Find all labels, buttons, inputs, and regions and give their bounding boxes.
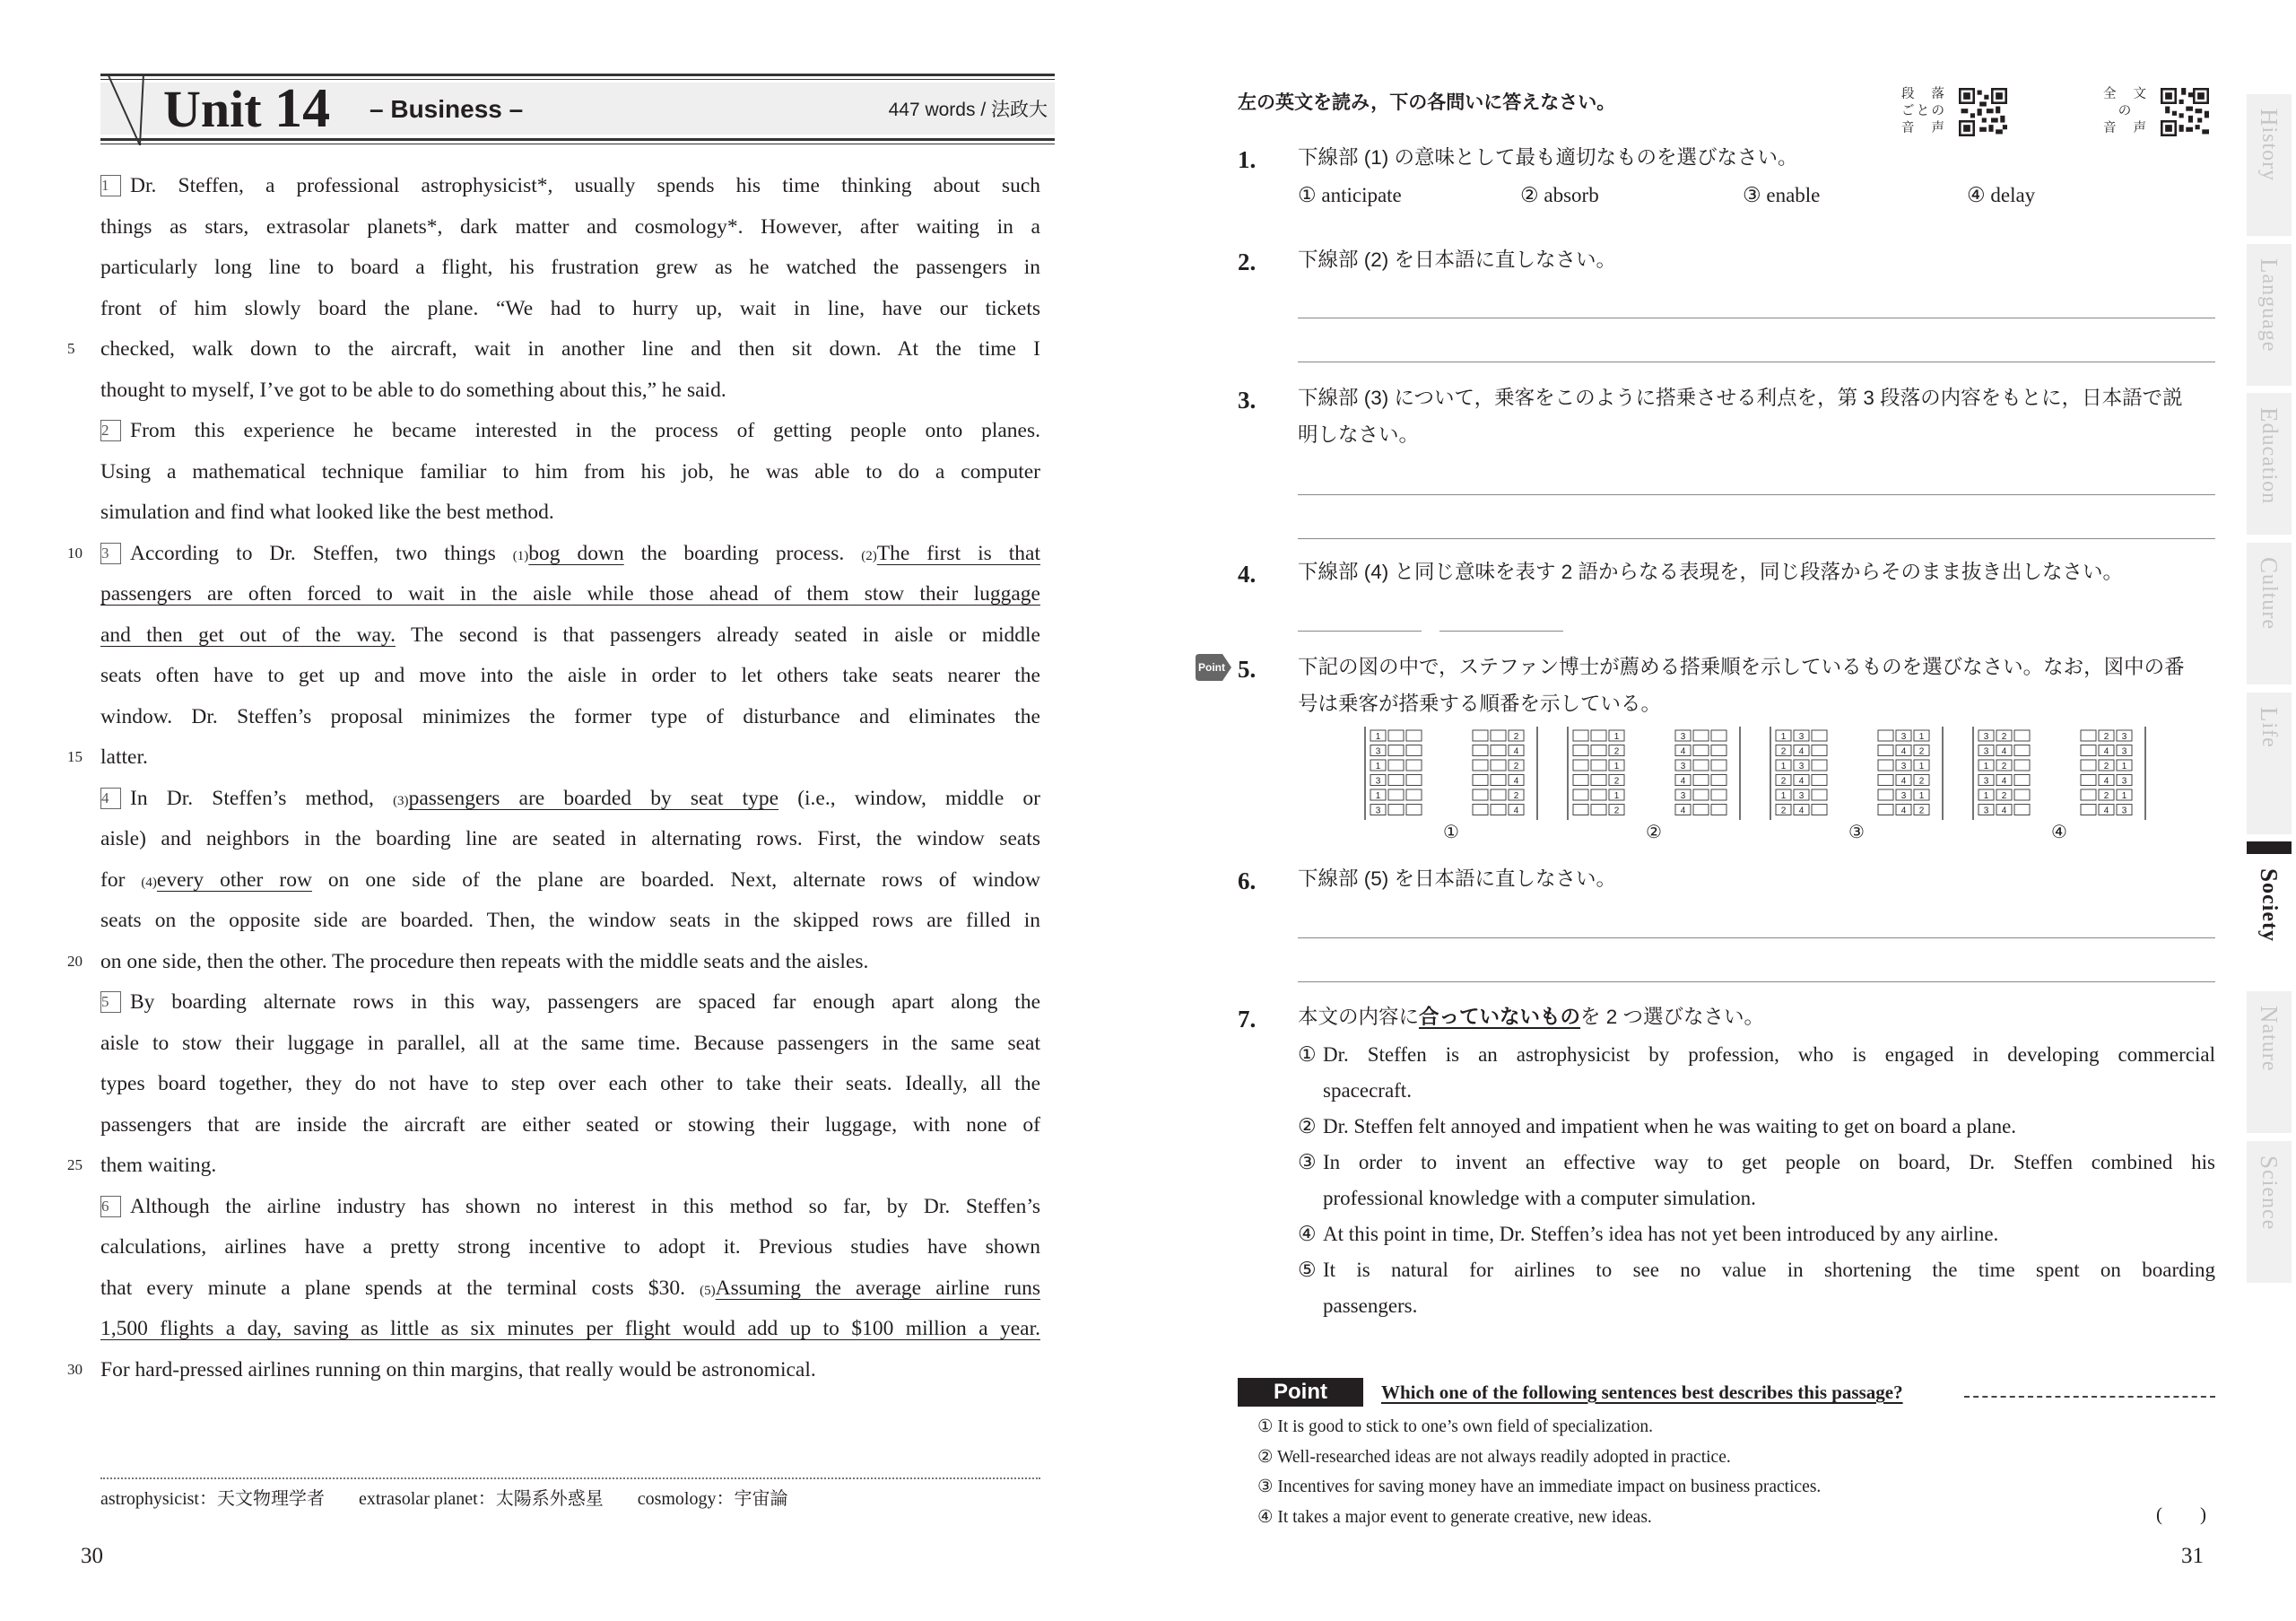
underlined-phrase: and then get out of the way. [100,623,396,647]
question-5-text-cont: 号は乗客が搭乗する順番を示している。 [1298,693,1662,715]
svg-text:2: 2 [2103,791,2109,801]
side-tab[interactable] [2247,543,2292,684]
side-tab-label: Science [2256,1155,2283,1231]
question-1-number: 1. [1238,146,1257,173]
q7-choice-text[interactable]: It is natural for airlines to see no value in shortening the time spent on boarding [1323,1259,2215,1281]
passage-line [100,662,1040,689]
svg-text:4: 4 [2103,776,2109,787]
side-tab-label: Culture [2256,557,2283,630]
svg-text:1: 1 [1780,762,1787,771]
side-tab-label: Language [2256,258,2283,353]
underlined-phrase: passengers are often forced to wait in the aisle while those ahead of them stow their luggage [100,582,1040,606]
q1-choice-3[interactable]: ③ enable [1743,184,1821,206]
question-7-text: 本文の内容に合っていないものを 2 つ選びなさい。 [1298,1006,1765,1028]
footnote: extrasolar planet：太陽系外惑星 [359,1489,604,1509]
passage-line [100,417,1040,444]
question-2-text: 下線部 (2) を日本語に直しなさい。 [1298,248,1617,271]
q7-emphasis: 合っていないもの [1419,1006,1581,1028]
passage-line [100,1030,1040,1057]
svg-text:1: 1 [1983,791,1989,801]
passage-line [100,703,1040,730]
side-tab-label: Society [2256,868,2283,942]
svg-text:3: 3 [1983,806,1989,816]
passage-line [100,1315,1040,1342]
side-tab[interactable] [2247,841,2292,990]
svg-text:4: 4 [1680,746,1686,757]
text-run: that every minute a plane spends at the terminal costs $30. [100,1277,700,1300]
svg-text:1: 1 [2121,791,2127,801]
svg-text:3: 3 [2121,732,2127,742]
svg-text:1: 1 [1918,791,1925,801]
q3-answer-line-1[interactable] [1298,494,2215,495]
svg-text:1: 1 [1613,732,1620,742]
svg-text:2: 2 [1613,746,1620,757]
svg-text:3: 3 [2121,746,2127,757]
underline-marker: (1) [512,549,529,563]
paragraph-number-box: 1 [100,175,121,196]
point-question: Which one of the following sentences best describes this passage? [1381,1381,1903,1403]
header-slash-decoration [100,74,163,145]
q7-choice-mark[interactable]: ⑤ [1298,1259,1317,1281]
side-tab[interactable] [2247,393,2292,535]
q6-answer-line-1[interactable] [1298,937,2215,938]
line-number: 30 [67,1361,83,1378]
line-number: 20 [67,953,83,970]
text-run: front of him slowly board the plane. “We had to hurry up, wait in line, have our tickets [100,297,1040,320]
q7-choice-mark[interactable]: ③ [1298,1151,1317,1173]
svg-text:2: 2 [1613,776,1620,787]
svg-text:4: 4 [1680,776,1686,787]
svg-text:4: 4 [1798,806,1805,816]
svg-text:1: 1 [1780,732,1787,742]
passage-line [100,867,1040,896]
text-run: seats on the opposite side are boarded. Then, the window seats in the skipped rows are filled in [100,909,1040,932]
line-number: 15 [67,748,83,765]
q1-choice-4[interactable]: ④ delay [1967,184,2036,206]
line-number: 10 [67,545,83,562]
svg-text:3: 3 [1900,732,1907,742]
seat-diagram[interactable] [1566,727,1742,845]
q7-choice-text-cont[interactable]: passengers. [1323,1294,1418,1317]
svg-text:1: 1 [1918,732,1925,742]
paragraph-number-box: 3 [100,543,121,564]
svg-text:2: 2 [2103,762,2109,771]
point-choice[interactable]: ③ Incentives for saving money have an immediate impact on business practices. [1257,1477,1822,1496]
svg-text:2: 2 [1613,806,1620,816]
passage-line [100,622,1040,649]
q7-choice-mark[interactable]: ④ [1298,1223,1317,1245]
svg-text:1: 1 [1983,762,1989,771]
text-run: latter. [100,745,148,769]
svg-text:4: 4 [1900,806,1907,816]
side-tab-label: Nature [2256,1006,2283,1072]
svg-text:4: 4 [2001,746,2007,757]
svg-text:3: 3 [1375,746,1381,757]
text-run: For hard-pressed airlines running on thin margins, that really would be astronomical. [100,1358,816,1381]
svg-text:4: 4 [1513,776,1519,787]
q1-choice-1[interactable]: ① anticipate [1298,184,1402,206]
text-run: simulation and find what looked like the best method. [100,501,554,524]
question-2-number: 2. [1238,248,1257,275]
svg-text:3: 3 [1680,791,1686,801]
svg-text:1: 1 [1375,762,1381,771]
text-run: In Dr. Steffen’s method, [130,787,394,810]
question-3-text-cont: 明しなさい。 [1298,423,1420,446]
qr-code-icon[interactable] [1959,88,2007,136]
svg-text:4: 4 [1798,746,1805,757]
side-tab[interactable] [2247,1141,2292,1283]
footnote-divider [100,1477,1040,1479]
seat-diagram[interactable] [1971,727,2147,845]
svg-text:3: 3 [2121,806,2127,816]
question-5-number: 5. [1238,656,1257,683]
q7-choice-text-cont[interactable]: spacecraft. [1323,1079,1412,1102]
underlined-phrase: every other row [156,868,312,892]
passage-line [100,1070,1040,1097]
point-answer-blank[interactable]: ( ) [2156,1503,2206,1525]
text-run: things as stars, extrasolar planets*, dark matter and cosmology*. However, after waiting in a [100,215,1040,239]
passage-line [100,1152,1040,1179]
side-tab-label: Education [2256,407,2283,505]
underlined-phrase: Assuming the average airline runs [715,1277,1040,1300]
svg-text:1: 1 [1613,791,1620,801]
text-run: aisle) and neighbors in the boarding line are seated in alternating rows. First, the window seats [100,827,1040,850]
svg-text:2: 2 [1513,732,1519,742]
underline-marker: (2) [861,549,877,563]
seat-diagram[interactable] [1363,727,1539,845]
q4-answer-line-1[interactable] [1298,631,1422,632]
passage-line [100,744,1040,771]
text-run: Using a mathematical technique familiar to him from his job, he was able to do a computer [100,460,1040,484]
svg-text:2: 2 [1780,806,1787,816]
diagram-label: ② [1646,823,1662,842]
q7-choice-text[interactable]: In order to invent an effective way to get people on board, Dr. Steffen combined his [1323,1151,2215,1173]
question-7-number: 7. [1238,1006,1257,1033]
q7-choice-text-cont[interactable]: professional knowledge with a computer simulation. [1323,1187,1756,1209]
text-run: The second is that passengers already seated in aisle or middle [396,623,1040,647]
diagram-label: ① [1443,823,1459,842]
passage-line [100,825,1040,852]
q6-answer-line-2[interactable] [1298,981,2215,982]
svg-text:2: 2 [2103,732,2109,742]
svg-text:4: 4 [1513,806,1519,816]
text-run: Although the airline industry has shown no interest in this method so far, by Dr. Steffen’s [130,1195,1040,1218]
svg-text:1: 1 [1375,732,1381,742]
qr-paragraph-label: 段 落 ごとの 音 声 [1901,87,1944,135]
svg-text:1: 1 [1918,762,1925,771]
side-tab[interactable] [2247,94,2292,236]
footnote: astrophysicist：天文物理学者 [100,1489,325,1509]
svg-text:3: 3 [1983,746,1989,757]
word-count-source: 447 words / 法政大 [888,100,1048,120]
svg-text:4: 4 [1798,776,1805,787]
page-number-right: 31 [2181,1544,2204,1568]
svg-text:2: 2 [1513,791,1519,801]
question-1-text: 下線部 (1) の意味として最も適切なものを選びなさい。 [1298,146,1798,169]
text-run: window. Dr. Steffen’s proposal minimizes the former type of disturbance and eliminates the [100,705,1040,728]
question-5-text: 下記の図の中で，ステファン博士が薦める搭乗順を示しているものを選びなさい。なお，図中の番 [1298,656,2185,678]
text-run: thought to myself, I’ve got to be able to do something about this,” he said. [100,379,726,402]
text-run: According to Dr. Steffen, two things [130,542,513,565]
svg-text:3: 3 [1798,791,1805,801]
svg-text:2: 2 [1780,746,1787,757]
passage-line [100,580,1040,607]
passage-line [100,377,1040,404]
q7-choice-text[interactable]: Dr. Steffen is an astrophysicist by profession, who is engaged in developing commercial [1323,1043,2215,1066]
svg-text:1: 1 [1780,791,1787,801]
passage-line [100,254,1040,281]
diagram-label: ③ [1848,823,1865,842]
text-run: the boarding process. [623,542,862,565]
text-run: for [100,868,142,892]
point-choice[interactable]: ① It is good to stick to one’s own field of specialization. [1257,1417,1653,1436]
passage-line [100,458,1040,485]
text-run: By boarding alternate rows in this way, passengers are spaced far enough apart along the [130,990,1040,1014]
text-run: particularly long line to board a flight, his frustration grew as he watched the passengers in [100,256,1040,279]
question-6-number: 6. [1238,867,1257,894]
passage-line [100,540,1040,570]
side-tab[interactable] [2247,693,2292,834]
point-choice[interactable]: ④ It takes a major event to generate creative, new ideas. [1257,1507,1652,1527]
passage-line [100,214,1040,240]
svg-text:3: 3 [1983,776,1989,787]
svg-text:3: 3 [1900,762,1907,771]
point-badge: Point [1238,1378,1363,1407]
text-run: types board together, they do not have to step over each other to take their seats. Ideally, all the [100,1072,1040,1095]
side-tab-label: History [2256,109,2283,182]
passage-line [100,785,1040,815]
passage-line [100,1356,1040,1383]
text-run: aisle to stow their luggage in parallel, all at the same time. Because passengers in the same seat [100,1032,1040,1055]
svg-text:3: 3 [2121,776,2127,787]
question-3-text: 下線部 (3) について，乗客をこのように搭乗させる利点を，第 3 段落の内容をもとに，日本語で説 [1298,387,2183,409]
point-choice[interactable]: ② Well-researched ideas are not always readily adopted in practice. [1257,1447,1731,1467]
underlined-phrase: 1,500 flights a day, saving as little as six minutes per flight would add up to $100 million a year. [100,1317,1040,1340]
text-run: From this experience he became interested in the process of getting people onto planes. [130,419,1040,442]
text-run: calculations, airlines have a pretty strong incentive to adopt it. Previous studies have shown [100,1235,1040,1259]
question-4-number: 4. [1238,561,1257,588]
point-badge-icon: Point [1196,654,1231,681]
passage-line [100,989,1040,1015]
svg-text:2: 2 [1918,806,1925,816]
passage-line [100,499,1040,526]
seat-diagrams [1363,727,2152,848]
line-number: 5 [67,340,75,357]
q7-choice-mark[interactable]: ① [1298,1043,1317,1066]
passage-line [100,1233,1040,1260]
q7-choice-text[interactable]: At this point in time, Dr. Steffen’s idea has not yet been introduced by any airline. [1323,1223,1999,1245]
unit-header [100,74,1055,145]
svg-text:2: 2 [2001,762,2007,771]
q1-choice-2[interactable]: ② absorb [1520,184,1599,206]
qr-code-icon[interactable] [2161,88,2209,136]
underlined-phrase: passengers are boarded by seat type [408,787,779,810]
underline-marker: (4) [141,876,157,890]
svg-text:3: 3 [1375,806,1381,816]
passage-line [100,172,1040,199]
passage-line [100,907,1040,934]
svg-text:4: 4 [1680,806,1686,816]
footnotes [100,1486,822,1512]
text-run: seats often have to get up and move into the aisle in order to let others take seats nearer the [100,664,1040,687]
page-number-left: 30 [81,1544,103,1568]
svg-text:3: 3 [1900,791,1907,801]
svg-text:1: 1 [1375,791,1381,801]
q4-answer-line-2[interactable] [1439,631,1563,632]
instruction: 左の英文を読み，下の各問いに答えなさい。 [1238,92,1616,113]
svg-text:2: 2 [1918,776,1925,787]
svg-text:4: 4 [1900,776,1907,787]
svg-text:2: 2 [1780,776,1787,787]
question-3-number: 3. [1238,387,1257,414]
unit-title: Unit 14 [163,78,331,139]
svg-text:3: 3 [1798,762,1805,771]
svg-text:3: 3 [1375,776,1381,787]
q7-choice-text[interactable]: Dr. Steffen felt annoyed and impatient when he was waiting to get on board a plane. [1323,1115,2017,1137]
paragraph-number-box: 4 [100,788,121,809]
svg-text:1: 1 [2121,762,2127,771]
svg-text:4: 4 [2001,806,2007,816]
svg-text:2: 2 [2001,732,2007,742]
svg-text:1: 1 [1613,762,1620,771]
paragraph-number-box: 6 [100,1196,121,1217]
passage-line [100,1193,1040,1220]
unit-topic: – Business – [370,95,524,123]
svg-text:4: 4 [1900,746,1907,757]
point-section-header [1238,1378,2215,1407]
svg-text:2: 2 [1918,746,1925,757]
underline-marker: (5) [700,1284,716,1298]
qr-full-label: 全 文 の 音 声 [2103,87,2146,135]
underlined-phrase: bog down [528,542,624,565]
side-tab-label: Life [2256,707,2283,748]
svg-text:4: 4 [2103,746,2109,757]
side-tab[interactable] [2247,991,2292,1133]
svg-text:4: 4 [1513,746,1519,757]
svg-text:3: 3 [1798,732,1805,742]
question-6-text: 下線部 (5) を日本語に直しなさい。 [1298,867,1617,890]
passage-line [100,1275,1040,1304]
q7-choice-mark[interactable]: ② [1298,1115,1317,1137]
svg-text:3: 3 [1680,762,1686,771]
svg-text:2: 2 [2001,791,2007,801]
diagram-label: ④ [2051,823,2067,842]
text-run: Dr. Steffen, a professional astrophysicist*, usually spends his time thinking about such [130,174,1040,197]
svg-text:4: 4 [2001,776,2007,787]
svg-text:2: 2 [1513,762,1519,771]
passage-line [100,295,1040,322]
question-4-text: 下線部 (4) と同じ意味を表す 2 語からなる表現を，同じ段落からそのまま抜き出しなさい。 [1298,561,2124,583]
unit-number: 14 [274,78,331,139]
underlined-phrase: The first is that [876,542,1040,565]
text-run: checked, walk down to the aircraft, wait in another line and then sit down. At the time I [100,337,1040,361]
paragraph-number-box: 5 [100,991,121,1013]
text-run: (i.e., window, middle or [778,787,1040,810]
footnote: cosmology：宇宙論 [637,1489,788,1509]
paragraph-number-box: 2 [100,420,121,441]
svg-text:3: 3 [1680,732,1686,742]
svg-text:4: 4 [2103,806,2109,816]
passage-line [100,1111,1040,1138]
underline-marker: (3) [393,794,409,808]
line-number: 25 [67,1156,83,1173]
text-run: them waiting. [100,1154,217,1177]
passage-line [100,948,1040,975]
text-run: passengers that are inside the aircraft are either seated or stowing their luggage, with none of [100,1113,1040,1137]
svg-text:3: 3 [1983,732,1989,742]
side-tab[interactable] [2247,244,2292,386]
passage-line [100,336,1040,362]
text-run: on one side of the plane are boarded. Next, alternate rows of window [311,868,1040,892]
text-run: on one side, then the other. The procedure then repeats with the middle seats and the aisles. [100,950,869,973]
seat-diagram[interactable] [1769,727,1944,845]
q3-answer-line-2[interactable] [1298,538,2215,539]
